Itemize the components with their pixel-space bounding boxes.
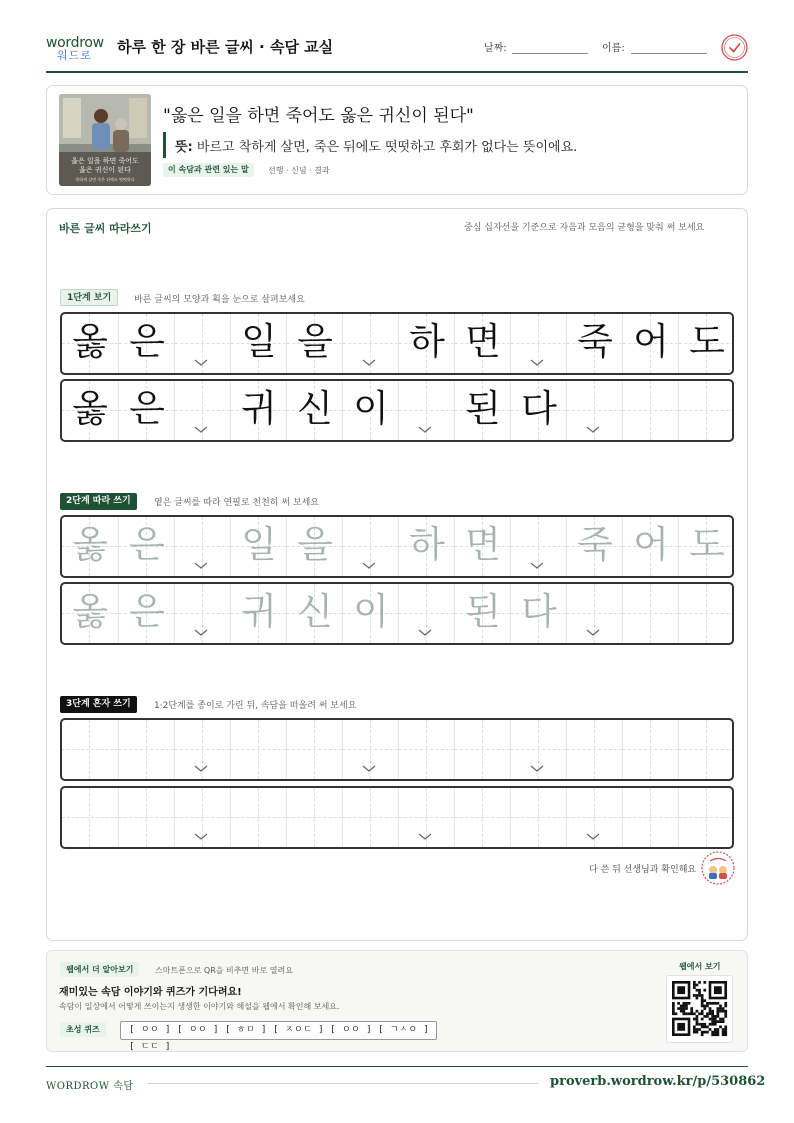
proverb-title: "옳은 일을 하면 죽어도 옳은 귀신이 된다" [163, 106, 474, 126]
grid-cell [342, 314, 398, 373]
space-mark-icon [362, 765, 376, 773]
footer-brand: WORDROW 속담 [46, 1081, 134, 1092]
grid-glyph: 면 [465, 320, 501, 363]
grid-cell[interactable] [62, 517, 118, 576]
grid-glyph: 이 [353, 590, 389, 633]
grid-cell[interactable] [454, 517, 510, 576]
step2-row-2[interactable] [60, 582, 734, 645]
grid-cell [454, 381, 510, 440]
grid-cell [286, 381, 342, 440]
grid-glyph: 귀 [241, 590, 277, 633]
step-1-tag: 1단계 보기 [60, 289, 118, 306]
grid-cell[interactable] [566, 720, 622, 779]
step-1-desc: 바른 글씨의 모양과 획을 눈으로 살펴보세요 [134, 295, 305, 305]
grid-cell [622, 314, 678, 373]
name-label: 이름: [602, 43, 625, 54]
space-mark-icon [418, 833, 432, 841]
space-mark-icon [194, 833, 208, 841]
grid-cell [510, 314, 566, 373]
grid-cell[interactable] [454, 584, 510, 643]
space-mark-icon [194, 765, 208, 773]
grid-glyph: 귀 [241, 387, 277, 430]
teacher-check-text: 다 쓴 뒤 선생님과 확인해요 [589, 865, 697, 875]
page-title: 하루 한 장 바른 글씨 · 속담 교실 [117, 38, 334, 56]
grid-glyph: 죽 [577, 320, 613, 363]
grid-cell[interactable] [174, 720, 230, 779]
grid-glyph: 어 [633, 523, 669, 566]
meaning-label: 뜻: [175, 140, 193, 155]
grid-cell [678, 314, 734, 373]
space-mark-icon [530, 765, 544, 773]
grid-cell[interactable] [230, 584, 286, 643]
grid-cell[interactable] [174, 788, 230, 847]
step-2-desc: 옅은 글씨를 따라 연필로 천천히 써 보세요 [154, 498, 319, 508]
grid-cell[interactable] [566, 788, 622, 847]
step-2-tag: 2단계 따라 쓰기 [60, 493, 137, 510]
practice-title: 바른 글씨 따라쓰기 [59, 222, 152, 235]
web-subtext: 속담이 일상에서 어떻게 쓰이는지 생생한 이야기와 해설을 웹에서 확인해 보세요. [59, 1002, 340, 1011]
space-mark-icon [586, 426, 600, 434]
space-mark-icon [194, 359, 208, 367]
grid-glyph: 다 [521, 387, 557, 430]
logo-wordmark: wordrow [46, 35, 104, 51]
space-mark-icon [362, 359, 376, 367]
grid-cell [510, 381, 566, 440]
grid-cell[interactable] [286, 517, 342, 576]
grid-cell[interactable] [118, 720, 174, 779]
grid-glyph: 된 [465, 387, 501, 430]
grid-glyph: 옳 [72, 590, 108, 633]
illustration-caption: 옳은 일을 하면 죽어도 옳은 귀신이 된다 [71, 157, 139, 174]
space-mark-icon [586, 629, 600, 637]
grid-glyph: 을 [297, 320, 333, 363]
grid-cell[interactable] [286, 584, 342, 643]
footer-divider [46, 1066, 748, 1067]
proverb-illustration [59, 94, 151, 186]
grid-cell[interactable] [174, 517, 230, 576]
step3-row-1[interactable] [60, 718, 734, 781]
grid-cell [398, 381, 454, 440]
grid-cell[interactable] [62, 584, 118, 643]
grid-cell[interactable] [62, 788, 118, 847]
grid-cell[interactable] [622, 720, 678, 779]
grid-cell[interactable] [118, 517, 174, 576]
grid-cell[interactable] [398, 584, 454, 643]
web-headline: 재미있는 속담 이야기와 퀴즈가 기다려요! [59, 987, 242, 998]
grid-cell[interactable] [678, 584, 734, 643]
step1-row-1 [60, 312, 734, 375]
space-mark-icon [586, 833, 600, 841]
grid-cell [62, 314, 118, 373]
teacher-check-stamp-icon [701, 851, 735, 885]
space-mark-icon [194, 629, 208, 637]
grid-cell[interactable] [678, 788, 734, 847]
grid-cell[interactable] [286, 788, 342, 847]
grid-glyph: 을 [297, 523, 333, 566]
grid-cell [230, 314, 286, 373]
grid-glyph: 어 [633, 320, 669, 363]
qr-code[interactable] [666, 975, 733, 1043]
grid-glyph: 하 [409, 320, 445, 363]
proverb-meaning [175, 136, 577, 155]
related-words: 선행 · 신념 · 결과 [268, 166, 330, 175]
chosung-quiz: [ ㅇㅇ ] [ ㅇㅇ ] [ ㅎㅁ ] [ ㅈㅇㄷ ] [ ㅇㅇ ] [ ㄱㅅㅇ ] [ ㄷㄷ ] [120, 1021, 437, 1040]
grid-cell[interactable] [174, 584, 230, 643]
date-field[interactable] [512, 53, 588, 54]
grid-cell [566, 381, 622, 440]
meaning-accent-bar [163, 132, 166, 158]
related-words-tag: 이 속담과 관련 있는 말 [163, 163, 254, 177]
step1-row-2 [60, 379, 734, 442]
grid-cell[interactable] [230, 517, 286, 576]
grid-cell [118, 314, 174, 373]
space-mark-icon [194, 562, 208, 570]
grid-cell[interactable] [342, 517, 398, 576]
space-mark-icon [362, 562, 376, 570]
check-stamp-icon [721, 34, 748, 61]
grid-cell [118, 381, 174, 440]
grid-cell[interactable] [622, 517, 678, 576]
grid-cell[interactable] [118, 584, 174, 643]
grid-glyph: 옳 [72, 523, 108, 566]
grid-cell[interactable] [398, 788, 454, 847]
web-desc: 스마트폰으로 QR을 비추면 바로 열려요 [155, 966, 293, 975]
grid-glyph: 옳 [72, 387, 108, 430]
grid-cell[interactable] [62, 720, 118, 779]
grid-cell[interactable] [398, 720, 454, 779]
grid-glyph: 일 [241, 320, 277, 363]
header-divider [46, 71, 748, 73]
grid-cell[interactable] [342, 584, 398, 643]
wordrow-logo [46, 35, 110, 63]
space-mark-icon [194, 426, 208, 434]
grid-glyph: 도 [689, 320, 725, 363]
grid-glyph: 은 [129, 523, 165, 566]
grid-cell[interactable] [230, 720, 286, 779]
grid-cell[interactable] [342, 788, 398, 847]
grid-cell[interactable] [510, 584, 566, 643]
grid-glyph: 은 [129, 320, 165, 363]
grid-cell [398, 314, 454, 373]
grid-cell[interactable] [566, 584, 622, 643]
grid-cell [230, 381, 286, 440]
grid-cell[interactable] [510, 517, 566, 576]
grid-cell[interactable] [622, 788, 678, 847]
grid-glyph: 된 [465, 590, 501, 633]
grid-cell [286, 314, 342, 373]
grid-cell[interactable] [510, 788, 566, 847]
grid-cell[interactable] [566, 517, 622, 576]
step2-row-1[interactable] [60, 515, 734, 578]
grid-cell [342, 381, 398, 440]
grid-cell[interactable] [342, 720, 398, 779]
grid-glyph: 다 [521, 590, 557, 633]
grid-cell[interactable] [510, 720, 566, 779]
grid-cell[interactable] [454, 720, 510, 779]
web-more-tag: 웹에서 더 알아보기 [60, 962, 139, 977]
grid-glyph: 하 [409, 523, 445, 566]
grid-glyph: 면 [465, 523, 501, 566]
grid-cell [62, 381, 118, 440]
space-mark-icon [530, 562, 544, 570]
footer-url[interactable]: proverb.wordrow.kr/p/530862 [550, 1074, 766, 1089]
chosung-quiz-tag: 초성 퀴즈 [60, 1022, 106, 1037]
grid-cell [174, 314, 230, 373]
grid-glyph: 신 [297, 387, 333, 430]
grid-glyph: 죽 [577, 523, 613, 566]
grid-cell [174, 381, 230, 440]
space-mark-icon [418, 426, 432, 434]
grid-cell[interactable] [678, 720, 734, 779]
grid-cell[interactable] [230, 788, 286, 847]
space-mark-icon [530, 359, 544, 367]
grid-glyph: 일 [241, 523, 277, 566]
grid-glyph: 옳 [72, 320, 108, 363]
grid-glyph: 신 [297, 590, 333, 633]
grid-cell[interactable] [398, 517, 454, 576]
practice-note: 중심 십자선을 기준으로 자음과 모음의 균형을 맞춰 써 보세요 [464, 223, 705, 233]
grid-cell[interactable] [678, 517, 734, 576]
grid-cell[interactable] [622, 584, 678, 643]
space-mark-icon [418, 629, 432, 637]
date-label: 날짜: [484, 43, 507, 54]
step-3-desc: 1·2단계를 종이로 가린 뒤, 속담을 떠올려 써 보세요 [154, 701, 357, 711]
grid-cell[interactable] [286, 720, 342, 779]
grid-cell[interactable] [118, 788, 174, 847]
step3-row-2[interactable] [60, 786, 734, 849]
grid-glyph: 은 [129, 590, 165, 633]
grid-glyph: 도 [689, 523, 725, 566]
grid-cell [678, 381, 734, 440]
grid-glyph: 은 [129, 387, 165, 430]
illustration-subcaption: 착하게 살면 죽은 뒤에도 떳떳하다 [75, 177, 135, 182]
meaning-text: 바르고 착하게 살면, 죽은 뒤에도 떳떳하고 후회가 없다는 뜻이에요. [196, 140, 578, 155]
grid-cell [454, 314, 510, 373]
grid-glyph: 이 [353, 387, 389, 430]
logo-korean: 워드로 [57, 49, 92, 62]
qr-label: 웹에서 보기 [679, 962, 721, 971]
step-3-tag: 3단계 혼자 쓰기 [60, 696, 137, 713]
grid-cell[interactable] [454, 788, 510, 847]
grid-cell [622, 381, 678, 440]
name-field[interactable] [631, 53, 707, 54]
footer-line [148, 1083, 538, 1084]
grid-cell [566, 314, 622, 373]
